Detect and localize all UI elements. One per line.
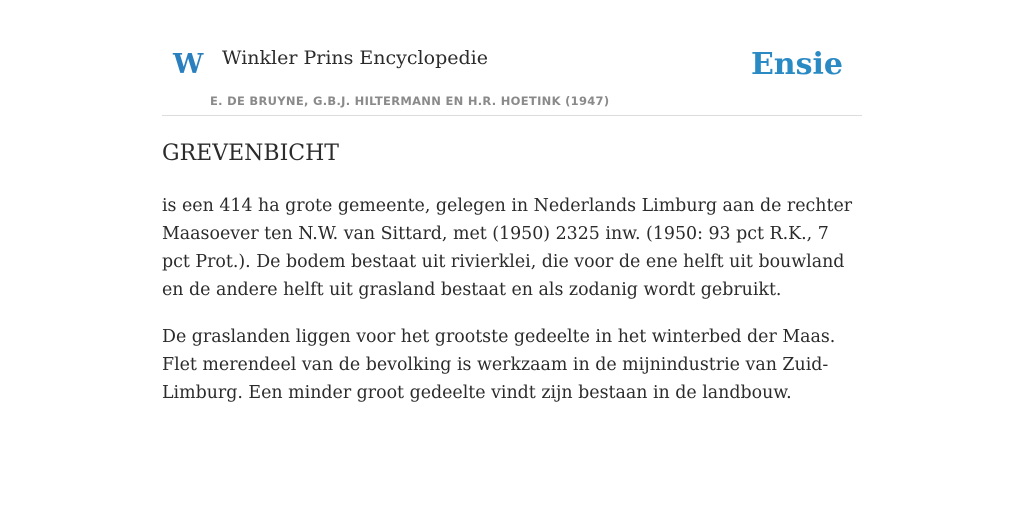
article-paragraph: De graslanden liggen voor het grootste gedeelte in het winterbed der Maas. Flet merendeel van de bevolking is werkzaam in de mijnindustrie van Zuid-Limburg. Een minder groot gedeelte vindt zijn bestaan in de landbouw.: [162, 327, 836, 403]
header: [162, 0, 862, 116]
article-title: GREVENBICHT: [162, 141, 339, 166]
article-paragraph: is een 414 ha grote gemeente, gelegen in Nederlands Limburg aan de rechter Maasoever ten N.W. van Sittard, met (1950) 2325 inw. (1950: 93 pct R.K., 7 pct Prot.). De bodem bestaat uit rivierklei, die voor de ene helft uit bouwland en de andere helft uit grasland bestaat en als zodanig wordt gebruikt.: [162, 196, 853, 300]
article-body: [162, 192, 862, 426]
site-title[interactable]: Winkler Prins Encyclopedie: [222, 47, 488, 69]
authors-line: E. DE BRUYNE, G.B.J. HILTERMANN EN H.R. HOETINK (1947): [210, 94, 610, 108]
encyclopedia-logo-icon[interactable]: W: [173, 49, 204, 80]
brand-logo-link[interactable]: Ensie: [750, 47, 843, 82]
page-container: [162, 0, 862, 403]
